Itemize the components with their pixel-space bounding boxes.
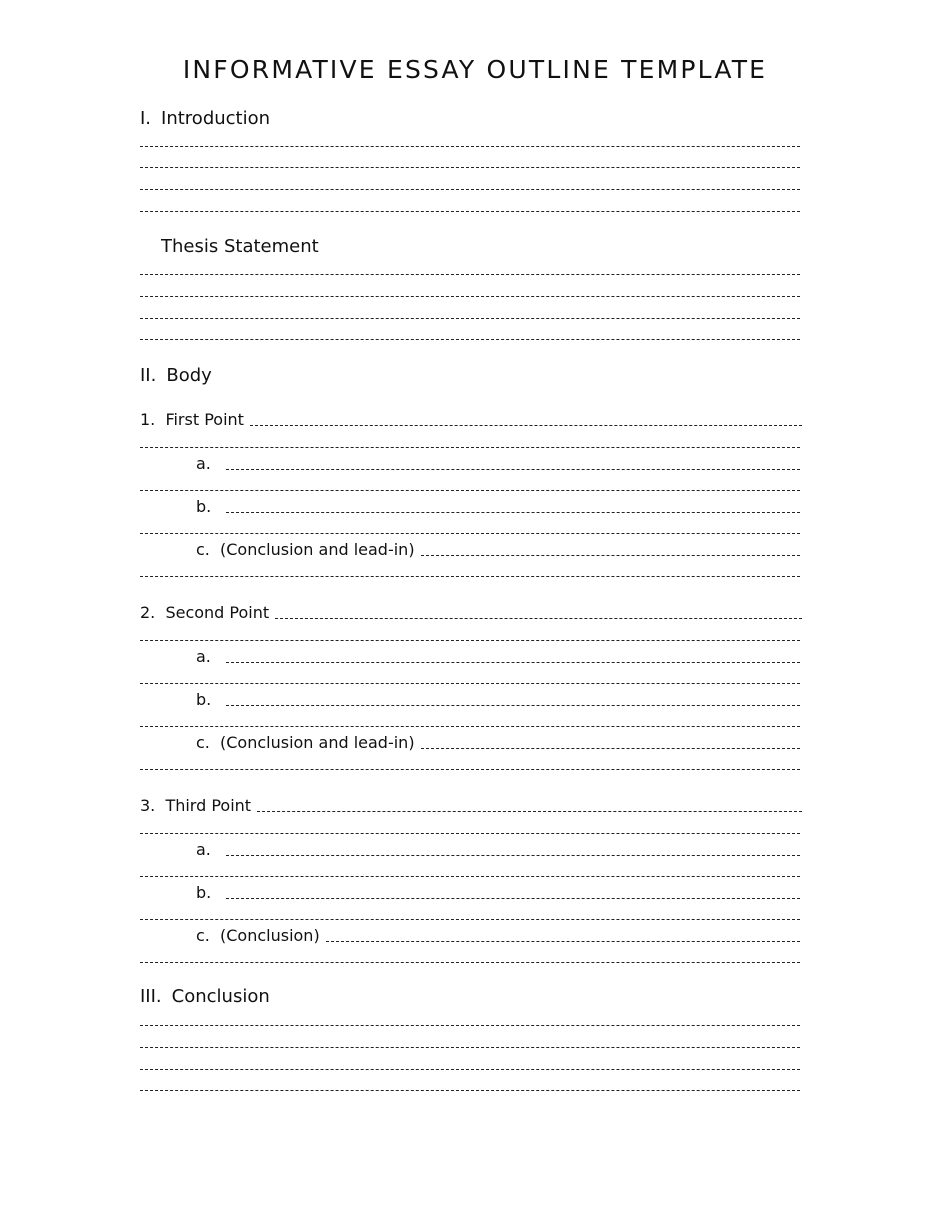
thesis-line[interactable] [140, 339, 800, 340]
item-mark: c. [196, 733, 210, 752]
item-line[interactable] [226, 898, 800, 899]
third-point-line[interactable] [257, 811, 802, 812]
body-numeral: II. [140, 365, 157, 386]
thesis-line[interactable] [140, 296, 800, 297]
conclusion-heading [140, 986, 270, 1007]
second-point-line[interactable] [140, 726, 800, 727]
second-point-item-c [196, 730, 800, 752]
first-point-title: First Point [165, 410, 244, 429]
third-point-label [140, 796, 251, 815]
introduction-line[interactable] [140, 189, 800, 190]
first-point-line[interactable] [250, 425, 802, 426]
introduction-line[interactable] [140, 211, 800, 212]
first-point-item-b [196, 494, 800, 516]
item-line[interactable] [326, 941, 800, 942]
introduction-line[interactable] [140, 146, 800, 147]
item-text: (Conclusion and lead-in) [220, 540, 415, 559]
second-point-line[interactable] [275, 618, 802, 619]
item-mark: c. [196, 540, 210, 559]
third-point-row [140, 793, 802, 815]
page-title: INFORMATIVE ESSAY OUTLINE TEMPLATE [182, 55, 768, 84]
second-point-item-b [196, 687, 800, 709]
second-point-line[interactable] [140, 640, 800, 641]
second-point-number: 2. [140, 603, 156, 622]
introduction-label: Introduction [161, 108, 271, 129]
body-label: Body [166, 365, 212, 386]
item-mark: b. [196, 690, 212, 709]
introduction-heading [140, 108, 270, 129]
item-line[interactable] [421, 555, 800, 556]
item-mark: c. [196, 926, 210, 945]
conclusion-line[interactable] [140, 1047, 800, 1048]
thesis-heading [161, 236, 319, 257]
conclusion-line[interactable] [140, 1090, 800, 1091]
conclusion-label: Conclusion [171, 986, 270, 1007]
conclusion-numeral: III. [140, 986, 162, 1007]
item-line[interactable] [226, 512, 800, 513]
item-line[interactable] [226, 469, 800, 470]
third-point-number: 3. [140, 796, 156, 815]
introduction-line[interactable] [140, 167, 800, 168]
second-point-title: Second Point [165, 603, 270, 622]
second-point-item-a [196, 644, 800, 666]
item-mark: b. [196, 497, 212, 516]
item-line[interactable] [226, 662, 800, 663]
first-point-line[interactable] [140, 490, 800, 491]
third-point-line[interactable] [140, 833, 800, 834]
item-mark: a. [196, 840, 211, 859]
third-point-line[interactable] [140, 962, 800, 963]
second-point-row [140, 600, 802, 622]
first-point-label [140, 410, 244, 429]
item-line[interactable] [226, 705, 800, 706]
conclusion-line[interactable] [140, 1025, 800, 1026]
first-point-line[interactable] [140, 533, 800, 534]
thesis-label: Thesis Statement [161, 236, 319, 257]
second-point-line[interactable] [140, 683, 800, 684]
item-mark: a. [196, 454, 211, 473]
third-point-item-a [196, 837, 800, 859]
body-heading [140, 365, 212, 386]
item-line[interactable] [226, 855, 800, 856]
first-point-line[interactable] [140, 447, 800, 448]
third-point-title: Third Point [165, 796, 252, 815]
third-point-line[interactable] [140, 919, 800, 920]
first-point-item-a [196, 451, 800, 473]
introduction-numeral: I. [140, 108, 152, 129]
thesis-line[interactable] [140, 318, 800, 319]
third-point-item-b [196, 880, 800, 902]
first-point-number: 1. [140, 410, 156, 429]
first-point-row [140, 407, 802, 429]
conclusion-line[interactable] [140, 1069, 800, 1070]
second-point-line[interactable] [140, 769, 800, 770]
item-text: (Conclusion) [220, 926, 320, 945]
third-point-item-c [196, 923, 800, 945]
thesis-line[interactable] [140, 274, 800, 275]
item-mark: a. [196, 647, 211, 666]
first-point-line[interactable] [140, 576, 800, 577]
item-text: (Conclusion and lead-in) [220, 733, 415, 752]
second-point-label [140, 603, 269, 622]
item-mark: b. [196, 883, 212, 902]
third-point-line[interactable] [140, 876, 800, 877]
item-line[interactable] [421, 748, 800, 749]
first-point-item-c [196, 537, 800, 559]
